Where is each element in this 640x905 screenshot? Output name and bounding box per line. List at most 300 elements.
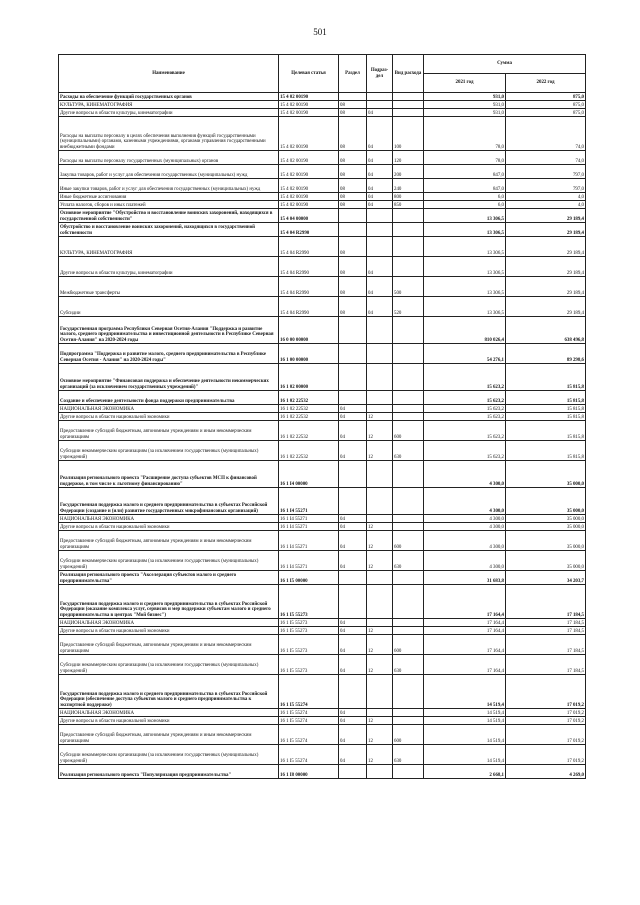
row-amount-2021: 17 164,4 xyxy=(424,627,506,635)
row-podrazdel: 12 xyxy=(367,717,393,725)
row-vid xyxy=(393,709,424,717)
row-razdel: 04 xyxy=(339,551,367,571)
row-name: Иные бюджетные ассигнования xyxy=(59,193,279,201)
table-row xyxy=(59,297,586,317)
row-razdel xyxy=(339,364,367,391)
row-razdel xyxy=(339,223,367,237)
row-name: НАЦИОНАЛЬНАЯ ЭКОНОМИКА xyxy=(59,709,279,717)
row-podrazdel: 04 xyxy=(367,109,393,117)
row-code: 16 1 02 22532 xyxy=(279,405,339,413)
row-code: 16 1 I8 00000 xyxy=(279,765,339,779)
row-code: 15 4 04 R2990 xyxy=(279,257,339,277)
row-vid xyxy=(393,391,424,405)
row-vid xyxy=(393,209,424,223)
row-code: 16 1 I5 55273 xyxy=(279,619,339,627)
row-amount-2022: 34 203,7 xyxy=(506,571,586,585)
row-amount-2021: 931,0 xyxy=(424,101,506,109)
table-row xyxy=(59,257,586,277)
row-name: Расходы на выплаты персоналу в целях обеспечения выполнения функций государственными (муниципальными) органами, казенными учреждениями, органами управления государственными внебюджетными фондами xyxy=(59,117,279,151)
row-code: 16 1 I5 00000 xyxy=(279,571,339,585)
table-row xyxy=(59,627,586,635)
table-row xyxy=(59,201,586,209)
table-row xyxy=(59,488,586,515)
row-name: Государственная программа Республики Северная Осетия-Алания "Поддержка и развитие малого, среднего предпринимательства и инвестиционной деятельности в Республике Северная Осетия-Алания" на 2020-2024 годы xyxy=(59,317,279,344)
row-podrazdel xyxy=(367,709,393,717)
row-razdel xyxy=(339,488,367,515)
row-amount-2021: 78,0 xyxy=(424,117,506,151)
row-amount-2022: 35 000,0 xyxy=(506,523,586,531)
row-amount-2021: 13 306,5 xyxy=(424,277,506,297)
row-name: Межбюджетные трансферты xyxy=(59,277,279,297)
row-razdel xyxy=(339,209,367,223)
row-code: 16 1 02 22532 xyxy=(279,441,339,461)
row-podrazdel: 12 xyxy=(367,551,393,571)
row-amount-2022: 875,0 xyxy=(506,101,586,109)
table-row xyxy=(59,717,586,725)
row-amount-2022: 638 496,8 xyxy=(506,317,586,344)
row-amount-2021: 78,0 xyxy=(424,151,506,165)
row-name: Государственная поддержка малого и среднего предпринимательства в субъектах Российской Федерации (обеспечение доступа субъектов малого и среднего предпринимательства к экспортной поддержке) xyxy=(59,675,279,709)
row-code: 16 1 02 22532 xyxy=(279,413,339,421)
table-row xyxy=(59,765,586,779)
row-podrazdel: 12 xyxy=(367,413,393,421)
row-vid: 630 xyxy=(393,441,424,461)
row-name: Субсидии xyxy=(59,297,279,317)
row-vid: 630 xyxy=(393,551,424,571)
row-name: Другие вопросы в области культуры, кинематографии xyxy=(59,257,279,277)
row-podrazdel: 12 xyxy=(367,745,393,765)
row-vid xyxy=(393,257,424,277)
table-row xyxy=(59,725,586,745)
row-amount-2022: 29 189,4 xyxy=(506,223,586,237)
row-code: 15 4 02 00190 xyxy=(279,93,339,101)
row-name: Другие вопросы в области национальной экономики xyxy=(59,413,279,421)
row-amount-2022: 17 184,5 xyxy=(506,585,586,619)
row-amount-2021: 17 164,4 xyxy=(424,655,506,675)
row-amount-2022: 17 184,5 xyxy=(506,627,586,635)
row-name: Субсидии некоммерческим организациям (за исключением государственных (муниципальных) учреждений) xyxy=(59,441,279,461)
row-name: Субсидии некоммерческим организациям (за исключением государственных (муниципальных) учреждений) xyxy=(59,551,279,571)
row-name: КУЛЬТУРА, КИНЕМАТОГРАФИЯ xyxy=(59,237,279,257)
row-code: 16 1 I4 55271 xyxy=(279,551,339,571)
row-amount-2022: 4,0 xyxy=(506,201,586,209)
row-amount-2022: 17 019,2 xyxy=(506,709,586,717)
row-code: 16 1 I4 55271 xyxy=(279,531,339,551)
row-amount-2022: 15 815,8 xyxy=(506,421,586,441)
table-row xyxy=(59,237,586,257)
row-vid: 600 xyxy=(393,635,424,655)
header-year-2021: 2021 год xyxy=(424,74,506,93)
row-code: 16 1 02 22532 xyxy=(279,421,339,441)
row-amount-2021: 4 300,0 xyxy=(424,551,506,571)
row-name: Другие вопросы в области национальной экономики xyxy=(59,717,279,725)
row-razdel: 08 xyxy=(339,165,367,179)
header-name: Наименование xyxy=(59,55,279,93)
row-razdel: 04 xyxy=(339,709,367,717)
row-name: Предоставление субсидий бюджетным, автономным учреждениям и иным некоммерческим организациям xyxy=(59,725,279,745)
row-amount-2022: 875,0 xyxy=(506,93,586,101)
table-row xyxy=(59,151,586,165)
row-podrazdel xyxy=(367,619,393,627)
row-razdel: 04 xyxy=(339,441,367,461)
row-amount-2022: 15 815,8 xyxy=(506,391,586,405)
row-podrazdel: 04 xyxy=(367,165,393,179)
header-summa: Сумма xyxy=(424,55,586,74)
row-amount-2022: 17 184,5 xyxy=(506,635,586,655)
table-row xyxy=(59,461,586,488)
row-amount-2021: 15 623,2 xyxy=(424,441,506,461)
row-vid: 600 xyxy=(393,725,424,745)
table-row xyxy=(59,655,586,675)
row-razdel xyxy=(339,675,367,709)
table-row xyxy=(59,441,586,461)
row-code: 15 4 02 00190 xyxy=(279,201,339,209)
row-code: 16 1 00 00000 xyxy=(279,344,339,364)
row-vid xyxy=(393,488,424,515)
row-vid xyxy=(393,571,424,585)
row-amount-2021: 6,0 xyxy=(424,201,506,209)
table-row xyxy=(59,364,586,391)
table-row xyxy=(59,585,586,619)
table-row xyxy=(59,515,586,523)
row-razdel: 04 xyxy=(339,745,367,765)
row-amount-2021: 14 519,4 xyxy=(424,709,506,717)
row-amount-2021: 13 306,5 xyxy=(424,257,506,277)
table-row xyxy=(59,93,586,101)
table-row xyxy=(59,635,586,655)
row-razdel: 04 xyxy=(339,627,367,635)
row-name: НАЦИОНАЛЬНАЯ ЭКОНОМИКА xyxy=(59,619,279,627)
row-razdel: 04 xyxy=(339,405,367,413)
row-amount-2021: 4 300,0 xyxy=(424,488,506,515)
header-vid: Вид расхода xyxy=(393,55,424,93)
row-code: 16 1 I5 55273 xyxy=(279,627,339,635)
table-row xyxy=(59,344,586,364)
row-razdel: 04 xyxy=(339,515,367,523)
row-amount-2021: 14 519,4 xyxy=(424,717,506,725)
row-vid xyxy=(393,515,424,523)
row-vid: 800 xyxy=(393,193,424,201)
row-amount-2022: 35 000,0 xyxy=(506,515,586,523)
table-row xyxy=(59,405,586,413)
table-row xyxy=(59,571,586,585)
row-vid: 120 xyxy=(393,151,424,165)
row-razdel: 08 xyxy=(339,193,367,201)
row-razdel: 08 xyxy=(339,109,367,117)
row-amount-2022: 15 815,8 xyxy=(506,405,586,413)
row-podrazdel: 04 xyxy=(367,257,393,277)
row-amount-2022: 17 019,2 xyxy=(506,725,586,745)
row-podrazdel xyxy=(367,101,393,109)
row-podrazdel: 12 xyxy=(367,635,393,655)
table-row xyxy=(59,109,586,117)
row-code: 15 4 02 00190 xyxy=(279,179,339,193)
row-razdel: 04 xyxy=(339,635,367,655)
budget-table xyxy=(58,54,586,779)
row-vid: 600 xyxy=(393,421,424,441)
row-amount-2021: 54 276,1 xyxy=(424,344,506,364)
row-podrazdel: 04 xyxy=(367,179,393,193)
row-podrazdel: 12 xyxy=(367,441,393,461)
row-code: 16 1 02 00000 xyxy=(279,364,339,391)
table-row xyxy=(59,675,586,709)
row-vid xyxy=(393,675,424,709)
row-vid xyxy=(393,765,424,779)
row-razdel: 08 xyxy=(339,151,367,165)
row-name: Подпрограмма "Поддержка и развитие малого, среднего предпринимательства в Республике Северная Осетия - Алания" на 2020-2024 годы" xyxy=(59,344,279,364)
row-amount-2021: 847,0 xyxy=(424,165,506,179)
row-amount-2021: 13 306,5 xyxy=(424,297,506,317)
row-amount-2021: 4 300,0 xyxy=(424,531,506,551)
row-podrazdel xyxy=(367,344,393,364)
row-amount-2022: 4,0 xyxy=(506,193,586,201)
row-amount-2022: 74,0 xyxy=(506,117,586,151)
table-row xyxy=(59,709,586,717)
row-amount-2021: 931,0 xyxy=(424,93,506,101)
table-row xyxy=(59,619,586,627)
row-razdel: 08 xyxy=(339,257,367,277)
row-razdel: 04 xyxy=(339,725,367,745)
row-razdel xyxy=(339,571,367,585)
row-razdel: 08 xyxy=(339,277,367,297)
row-podrazdel: 12 xyxy=(367,523,393,531)
row-vid: 630 xyxy=(393,655,424,675)
table-row xyxy=(59,101,586,109)
row-code: 15 4 02 00190 xyxy=(279,109,339,117)
table-row xyxy=(59,179,586,193)
row-vid xyxy=(393,109,424,117)
row-razdel: 04 xyxy=(339,655,367,675)
row-amount-2022: 29 189,4 xyxy=(506,237,586,257)
row-vid xyxy=(393,93,424,101)
page-number: 501 xyxy=(313,27,327,37)
row-vid xyxy=(393,237,424,257)
row-amount-2022: 35 000,0 xyxy=(506,461,586,488)
row-name: Создание и обеспечение деятельности фонда поддержки предпринимательства xyxy=(59,391,279,405)
row-code: 16 1 I5 55273 xyxy=(279,635,339,655)
row-vid xyxy=(393,461,424,488)
row-amount-2022: 4 269,0 xyxy=(506,765,586,779)
row-code: 15 4 04 R2990 xyxy=(279,277,339,297)
table-row xyxy=(59,413,586,421)
row-razdel: 08 xyxy=(339,101,367,109)
row-amount-2022: 17 019,2 xyxy=(506,745,586,765)
row-code: 16 1 02 22532 xyxy=(279,391,339,405)
row-name: НАЦИОНАЛЬНАЯ ЭКОНОМИКА xyxy=(59,405,279,413)
row-amount-2021: 13 306,5 xyxy=(424,223,506,237)
row-name: Субсидии некоммерческим организациям (за исключением государственных (муниципальных) учреждений) xyxy=(59,655,279,675)
table-row xyxy=(59,317,586,344)
row-amount-2022: 15 815,8 xyxy=(506,441,586,461)
row-vid: 520 xyxy=(393,297,424,317)
row-amount-2021: 4 300,0 xyxy=(424,515,506,523)
row-amount-2022: 797,0 xyxy=(506,165,586,179)
row-podrazdel xyxy=(367,585,393,619)
table-row xyxy=(59,117,586,151)
header-razdel: Раздел xyxy=(339,55,367,93)
row-amount-2021: 17 164,4 xyxy=(424,635,506,655)
row-code: 16 1 I5 55274 xyxy=(279,745,339,765)
row-amount-2022: 29 189,4 xyxy=(506,277,586,297)
row-amount-2021: 14 519,4 xyxy=(424,725,506,745)
row-razdel: 04 xyxy=(339,523,367,531)
row-name: Государственная поддержка малого и среднего предпринимательства в субъектах Российской Федерации (создание и (или) развитие государственных микрофинансовых организаций) xyxy=(59,488,279,515)
row-amount-2022: 15 815,8 xyxy=(506,413,586,421)
header-podrazdel: Подраз-дел xyxy=(367,55,393,93)
row-name: Другие вопросы в области культуры, кинематографии xyxy=(59,109,279,117)
row-razdel: 04 xyxy=(339,531,367,551)
row-amount-2022: 15 815,8 xyxy=(506,364,586,391)
row-vid: 100 xyxy=(393,117,424,151)
row-code: 16 1 I4 00000 xyxy=(279,461,339,488)
row-podrazdel xyxy=(367,364,393,391)
row-name: Закупка товаров, работ и услуг для обеспечения государственных (муниципальных) нужд xyxy=(59,165,279,179)
row-vid: 850 xyxy=(393,201,424,209)
row-amount-2021: 15 623,2 xyxy=(424,413,506,421)
row-podrazdel: 12 xyxy=(367,725,393,745)
table-row xyxy=(59,277,586,297)
header-code: Целевая статья xyxy=(279,55,339,93)
row-podrazdel xyxy=(367,515,393,523)
row-vid xyxy=(393,344,424,364)
row-razdel: 08 xyxy=(339,297,367,317)
row-amount-2022: 17 019,2 xyxy=(506,717,586,725)
row-podrazdel: 04 xyxy=(367,201,393,209)
row-amount-2021: 4 300,0 xyxy=(424,461,506,488)
table-header xyxy=(59,55,586,93)
row-podrazdel: 12 xyxy=(367,421,393,441)
row-name: Обустройство и восстановление воинских захоронений, находящихся в государственной собственности xyxy=(59,223,279,237)
table-row xyxy=(59,523,586,531)
row-name: КУЛЬТУРА, КИНЕМАТОГРАФИЯ xyxy=(59,101,279,109)
row-podrazdel xyxy=(367,317,393,344)
row-podrazdel: 04 xyxy=(367,297,393,317)
row-vid xyxy=(393,101,424,109)
row-amount-2022: 29 189,4 xyxy=(506,297,586,317)
row-podrazdel xyxy=(367,237,393,257)
table-row xyxy=(59,223,586,237)
row-podrazdel: 04 xyxy=(367,193,393,201)
row-amount-2021: 15 623,2 xyxy=(424,405,506,413)
row-name: Другие вопросы в области национальной экономики xyxy=(59,523,279,531)
row-podrazdel: 04 xyxy=(367,117,393,151)
row-name: Основное мероприятие "Финансовая поддержка и обеспечение деятельности некоммерческих организаций (за исключением государственных учреждений)" xyxy=(59,364,279,391)
row-vid xyxy=(393,523,424,531)
row-name: Субсидии некоммерческим организациям (за исключением государственных (муниципальных) учреждений) xyxy=(59,745,279,765)
row-razdel: 04 xyxy=(339,717,367,725)
table-row xyxy=(59,165,586,179)
row-code: 15 4 04 R2990 xyxy=(279,223,339,237)
row-amount-2022: 29 189,4 xyxy=(506,209,586,223)
row-amount-2022: 29 189,4 xyxy=(506,257,586,277)
row-code: 16 0 00 00000 xyxy=(279,317,339,344)
row-code: 16 1 I5 55273 xyxy=(279,585,339,619)
row-podrazdel: 04 xyxy=(367,277,393,297)
row-amount-2022: 875,0 xyxy=(506,109,586,117)
row-name: Предоставление субсидий бюджетным, автономным учреждениям и иным некоммерческим организациям xyxy=(59,421,279,441)
row-razdel: 08 xyxy=(339,117,367,151)
row-razdel xyxy=(339,461,367,488)
table-row xyxy=(59,421,586,441)
row-razdel xyxy=(339,585,367,619)
row-name: НАЦИОНАЛЬНАЯ ЭКОНОМИКА xyxy=(59,515,279,523)
row-amount-2021: 17 164,4 xyxy=(424,585,506,619)
row-amount-2021: 15 623,2 xyxy=(424,364,506,391)
row-podrazdel xyxy=(367,223,393,237)
row-podrazdel: 12 xyxy=(367,627,393,635)
row-name: Реализация регионального проекта "Расширение доступа субъектов МСП к финансовой поддержке, в том числе к льготному финансированию" xyxy=(59,461,279,488)
row-vid xyxy=(393,585,424,619)
row-name: Предоставление субсидий бюджетным, автономным учреждениям и иным некоммерческим организациям xyxy=(59,635,279,655)
row-code: 15 4 02 00190 xyxy=(279,151,339,165)
row-amount-2021: 17 164,4 xyxy=(424,619,506,627)
row-razdel: 04 xyxy=(339,619,367,627)
row-podrazdel xyxy=(367,405,393,413)
row-name: Расходы на обеспечение функций государственных органов xyxy=(59,93,279,101)
row-name: Иные закупки товаров, работ и услуг для обеспечения государственных (муниципальных) нужд xyxy=(59,179,279,193)
row-podrazdel xyxy=(367,488,393,515)
row-amount-2021: 31 683,8 xyxy=(424,571,506,585)
row-vid: 500 xyxy=(393,277,424,297)
row-razdel: 08 xyxy=(339,237,367,257)
row-amount-2022: 797,0 xyxy=(506,179,586,193)
row-podrazdel xyxy=(367,571,393,585)
row-code: 15 4 02 00190 xyxy=(279,165,339,179)
row-vid xyxy=(393,627,424,635)
row-vid: 600 xyxy=(393,531,424,551)
row-vid xyxy=(393,717,424,725)
row-amount-2022: 35 000,0 xyxy=(506,551,586,571)
table-row xyxy=(59,391,586,405)
row-name: Государственная поддержка малого и среднего предпринимательства в субъектах Российской Федерации (оказание комплекса услуг, сервисов и мер поддержки субъектам малого и среднего предпринимательства в центрах "Мой бизнес") xyxy=(59,585,279,619)
row-razdel xyxy=(339,317,367,344)
row-amount-2022: 89 298,6 xyxy=(506,344,586,364)
table-row xyxy=(59,551,586,571)
row-code: 16 1 I4 55271 xyxy=(279,523,339,531)
row-amount-2021: 15 623,2 xyxy=(424,391,506,405)
row-amount-2021: 2 668,1 xyxy=(424,765,506,779)
row-amount-2021: 14 519,4 xyxy=(424,675,506,709)
row-code: 15 4 04 R2990 xyxy=(279,297,339,317)
row-amount-2022: 74,0 xyxy=(506,151,586,165)
row-vid: 630 xyxy=(393,745,424,765)
row-amount-2022: 17 184,5 xyxy=(506,619,586,627)
row-amount-2021: 13 306,5 xyxy=(424,209,506,223)
row-name: Основное мероприятие "Обустройство и восстановление воинских захоронений, находящихся в государственной собственности" xyxy=(59,209,279,223)
row-vid xyxy=(393,317,424,344)
row-name: Другие вопросы в области национальной экономики xyxy=(59,627,279,635)
row-code: 16 1 I5 55274 xyxy=(279,717,339,725)
table-row xyxy=(59,531,586,551)
row-amount-2021: 13 306,5 xyxy=(424,237,506,257)
row-name: Предоставление субсидий бюджетным, автономным учреждениям и иным некоммерческим организациям xyxy=(59,531,279,551)
row-code: 15 4 02 00190 xyxy=(279,117,339,151)
row-name: Реализация регионального проекта "Популяризация предпринимательства" xyxy=(59,765,279,779)
table-body xyxy=(59,93,586,779)
row-name: Уплата налогов, сборов и иных платежей xyxy=(59,201,279,209)
row-podrazdel: 12 xyxy=(367,655,393,675)
row-podrazdel xyxy=(367,675,393,709)
row-amount-2022: 35 000,0 xyxy=(506,488,586,515)
row-amount-2021: 6,0 xyxy=(424,193,506,201)
row-amount-2021: 847,0 xyxy=(424,179,506,193)
row-amount-2021: 931,0 xyxy=(424,109,506,117)
row-razdel: 04 xyxy=(339,413,367,421)
row-code: 16 1 I5 55274 xyxy=(279,709,339,717)
row-code: 15 4 04 R2990 xyxy=(279,237,339,257)
row-code: 16 1 I4 55271 xyxy=(279,488,339,515)
row-razdel: 08 xyxy=(339,179,367,193)
